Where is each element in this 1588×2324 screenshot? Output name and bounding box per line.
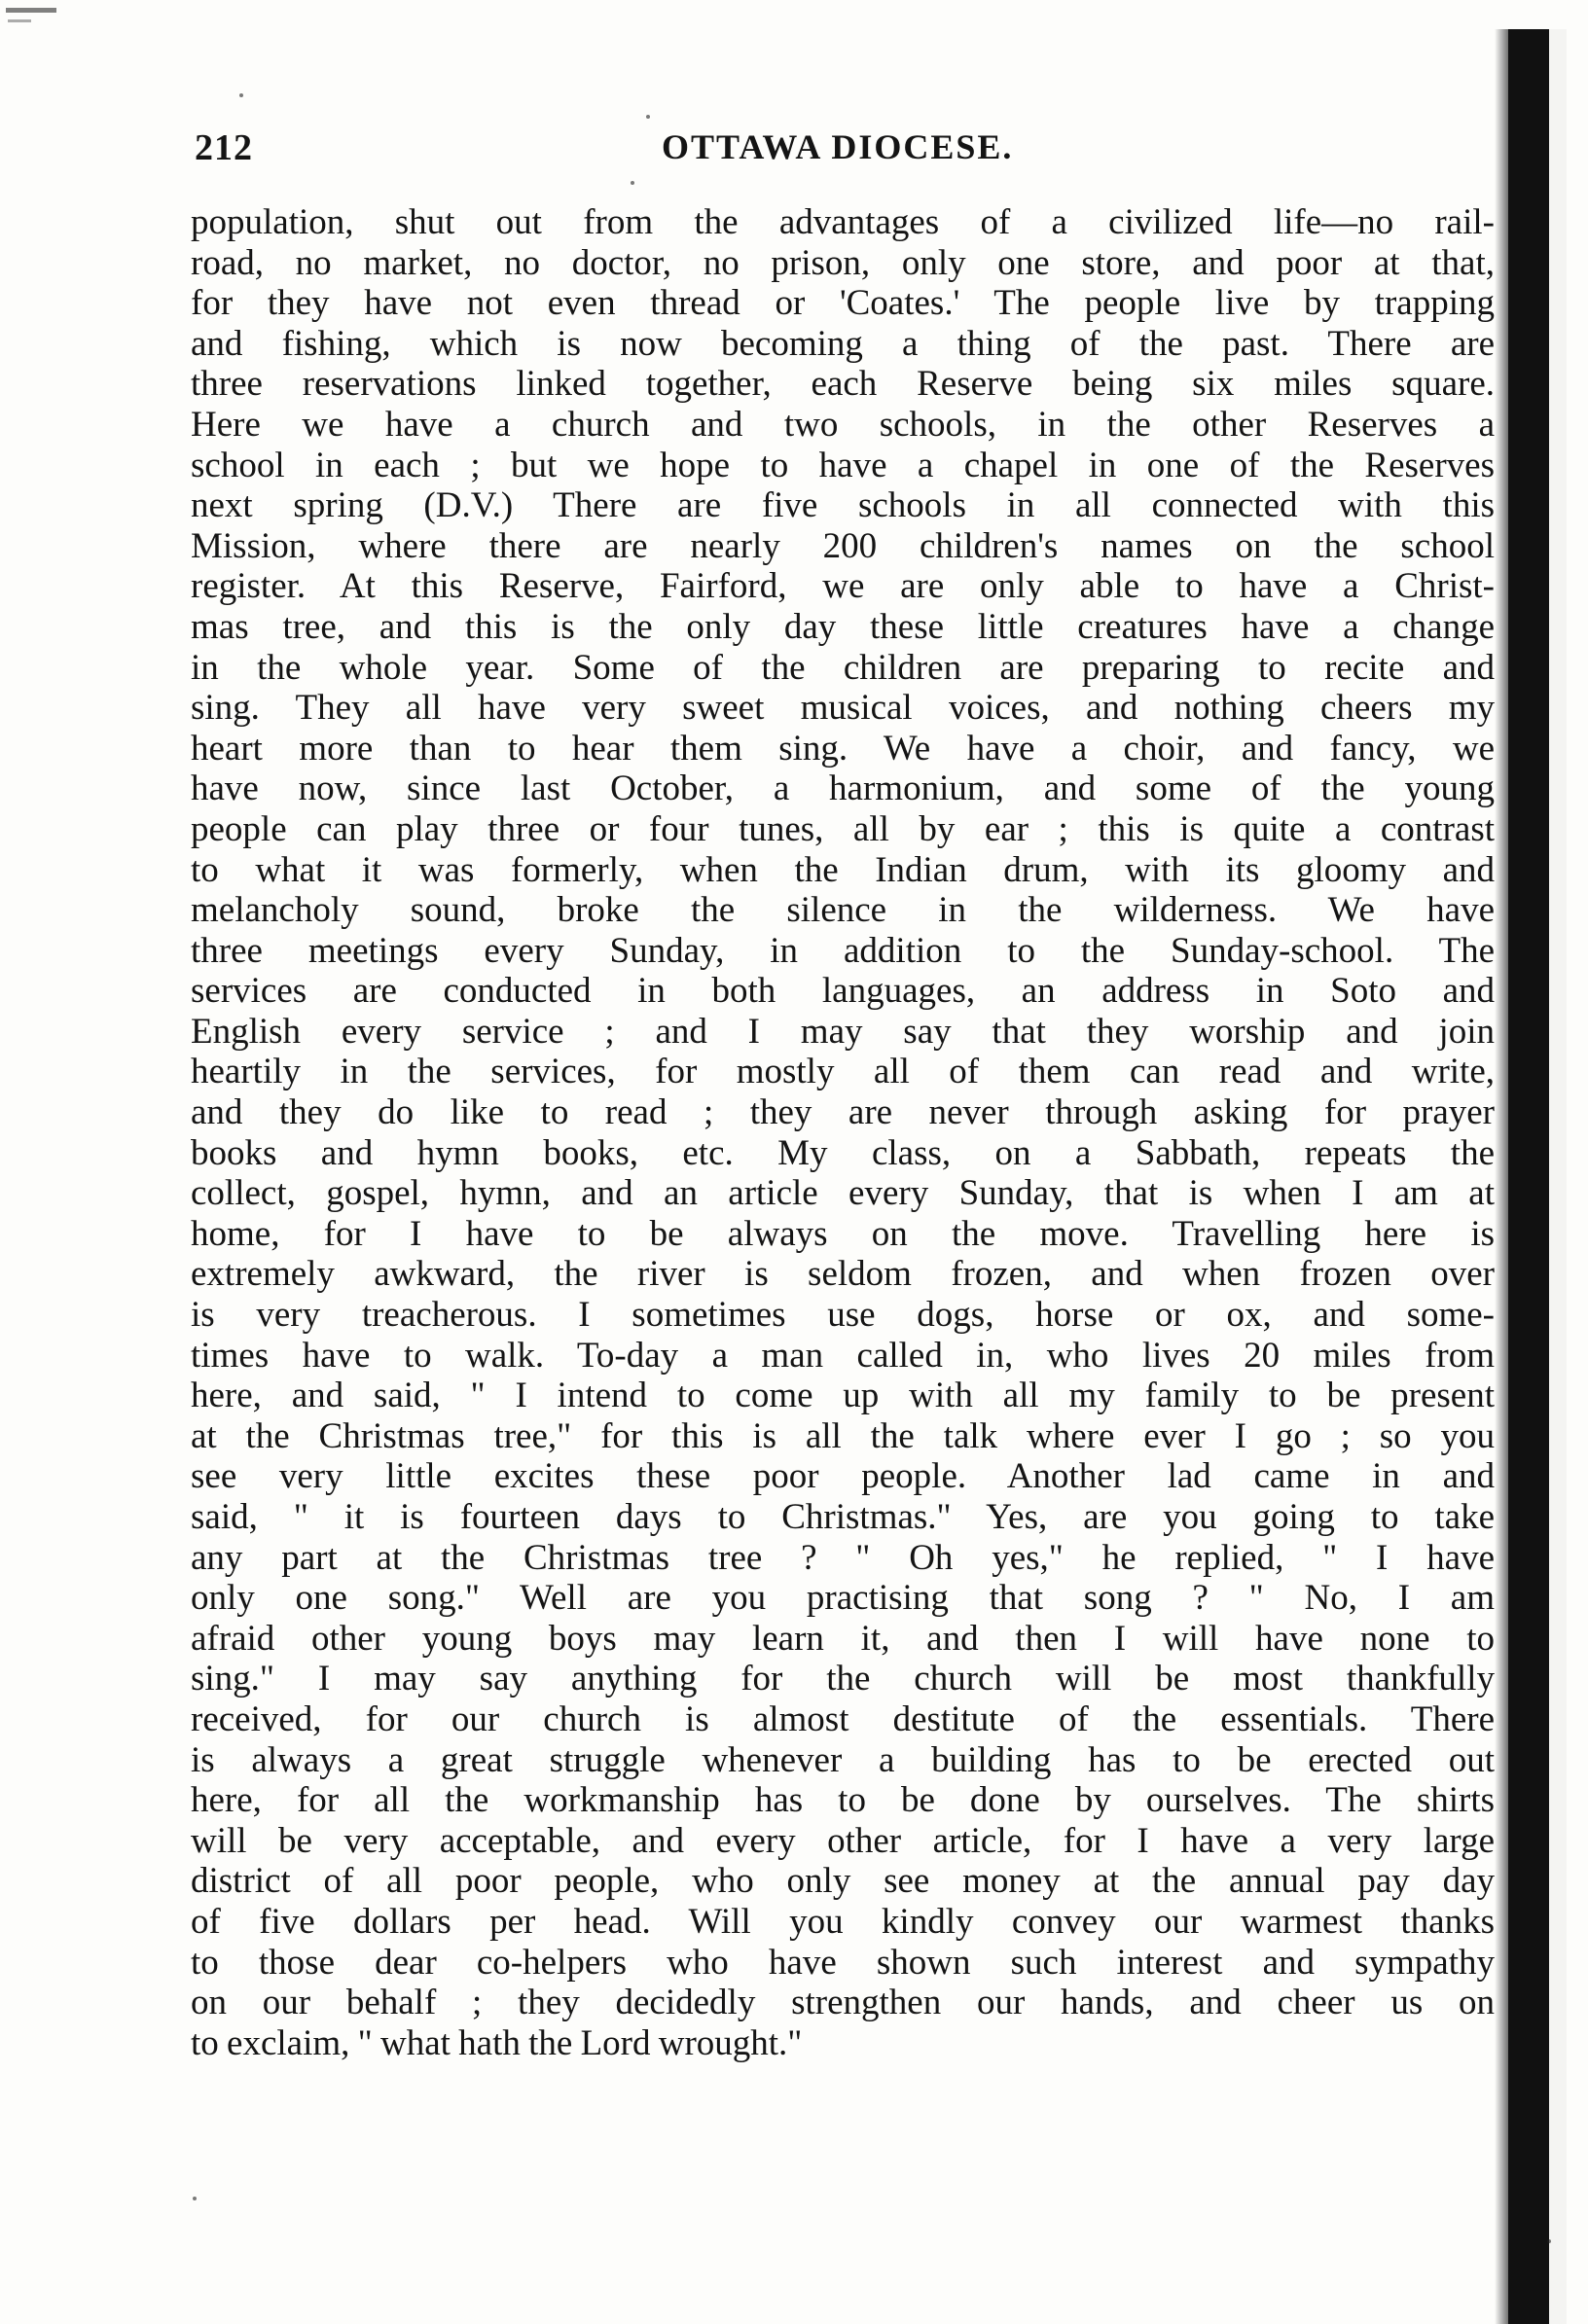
text-line: mas tree, and this is the only day these little creatures have a change xyxy=(191,606,1495,647)
text-line: is very treacherous. I sometimes use dogs, horse or ox, and some- xyxy=(191,1295,1495,1336)
text-line: and they do like to read ; they are never through asking for prayer xyxy=(191,1092,1495,1133)
page-title: OTTAWA DIOCESE. xyxy=(662,127,1014,166)
text-line: three reservations linked together, each Reserve being six miles square. xyxy=(191,364,1495,405)
text-line: here, and said, " I intend to come up with all my family to be present xyxy=(191,1376,1495,1416)
text-line: heart more than to hear them sing. We have a choir, and fancy, we xyxy=(191,728,1495,769)
text-line: services are conducted in both languages, an address in Soto and xyxy=(191,971,1495,1012)
text-line: and fishing, which is now becoming a thing of the past. There are xyxy=(191,323,1495,364)
text-line: three meetings every Sunday, in addition to the Sunday-school. The xyxy=(191,930,1495,971)
scan-speck xyxy=(193,2197,197,2200)
text-line: heartily in the services, for mostly all of them can read and write, xyxy=(191,1052,1495,1092)
text-line: next spring (D.V.) There are five schools in all connected with this xyxy=(191,485,1495,526)
text-line: here, for all the workmanship has to be done by ourselves. The shirts xyxy=(191,1780,1495,1821)
text-line: for they have not even thread or 'Coates.' The people live by trapping xyxy=(191,283,1495,324)
text-line: in the whole year. Some of the children are preparing to recite and xyxy=(191,647,1495,688)
scan-artifact-mark xyxy=(8,19,31,22)
text-line: on our behalf ; they decidedly strengthen our hands, and cheer us on xyxy=(191,1983,1495,2023)
text-line: at the Christmas tree," for this is all the talk where ever I go ; so you xyxy=(191,1415,1495,1456)
scan-speck xyxy=(239,93,243,97)
body-text xyxy=(191,202,1495,2063)
page-number: 212 xyxy=(195,127,253,168)
text-line: will be very acceptable, and every other article, for I have a very large xyxy=(191,1820,1495,1861)
running-head xyxy=(195,126,1489,175)
text-line: only one song." Well are you practising that song ? " No, I am xyxy=(191,1578,1495,1619)
scan-artifact-mark xyxy=(6,8,56,13)
text-line: English every service ; and I may say that they worship and join xyxy=(191,1011,1495,1052)
text-line: extremely awkward, the river is seldom frozen, and when frozen over xyxy=(191,1254,1495,1295)
text-line: Mission, where there are nearly 200 children's names on the school xyxy=(191,525,1495,566)
text-line: register. At this Reserve, Fairford, we are only able to have a Christ- xyxy=(191,566,1495,607)
text-line: road, no market, no doctor, no prison, only one store, and poor at that, xyxy=(191,242,1495,283)
text-line: home, for I have to be always on the move. Travelling here is xyxy=(191,1213,1495,1254)
text-line: Here we have a church and two schools, in the other Reserves a xyxy=(191,404,1495,445)
text-line: have now, since last October, a harmonium, and some of the young xyxy=(191,769,1495,809)
text-line: population, shut out from the advantages of a civilized life—no rail- xyxy=(191,202,1495,242)
text-line: school in each ; but we hope to have a chapel in one of the Reserves xyxy=(191,445,1495,485)
text-line: people can play three or four tunes, all by ear ; this is quite a contrast xyxy=(191,808,1495,849)
text-line: collect, gospel, hymn, and an article every Sunday, that is when I am at xyxy=(191,1173,1495,1214)
text-line: any part at the Christmas tree ? " Oh yes," he replied, " I have xyxy=(191,1537,1495,1578)
text-line: is always a great struggle whenever a building has to be erected out xyxy=(191,1739,1495,1780)
scan-speck xyxy=(646,115,650,119)
text-line: to exclaim, " what hath the Lord wrought." xyxy=(191,2022,803,2063)
text-line: afraid other young boys may learn it, and then I will have none to xyxy=(191,1618,1495,1659)
text-line: sing. They all have very sweet musical voices, and nothing cheers my xyxy=(191,688,1495,729)
text-line: received, for our church is almost destitute of the essentials. There xyxy=(191,1698,1495,1739)
text-line: see very little excites these poor people. Another lad came in and xyxy=(191,1456,1495,1497)
text-line: books and hymn books, etc. My class, on a Sabbath, repeats the xyxy=(191,1132,1495,1173)
text-line: of five dollars per head. Will you kindly convey our warmest thanks xyxy=(191,1901,1495,1942)
text-line: district of all poor people, who only see money at the annual pay day xyxy=(191,1861,1495,1902)
scan-speck xyxy=(631,181,634,185)
text-line: to what it was formerly, when the Indian drum, with its gloomy and xyxy=(191,849,1495,890)
text-line: sing." I may say anything for the church will be most thankfully xyxy=(191,1659,1495,1699)
book-binding-edge xyxy=(1508,29,1549,2324)
scan-speck xyxy=(1547,2239,1551,2243)
text-line: said, " it is fourteen days to Christmas." Yes, are you going to take xyxy=(191,1497,1495,1537)
text-line: melancholy sound, broke the silence in the wilderness. We have xyxy=(191,890,1495,931)
text-line: to those dear co-helpers who have shown such interest and sympathy xyxy=(191,1942,1495,1983)
text-line: times have to walk. To-day a man called in, who lives 20 miles from xyxy=(191,1335,1495,1376)
